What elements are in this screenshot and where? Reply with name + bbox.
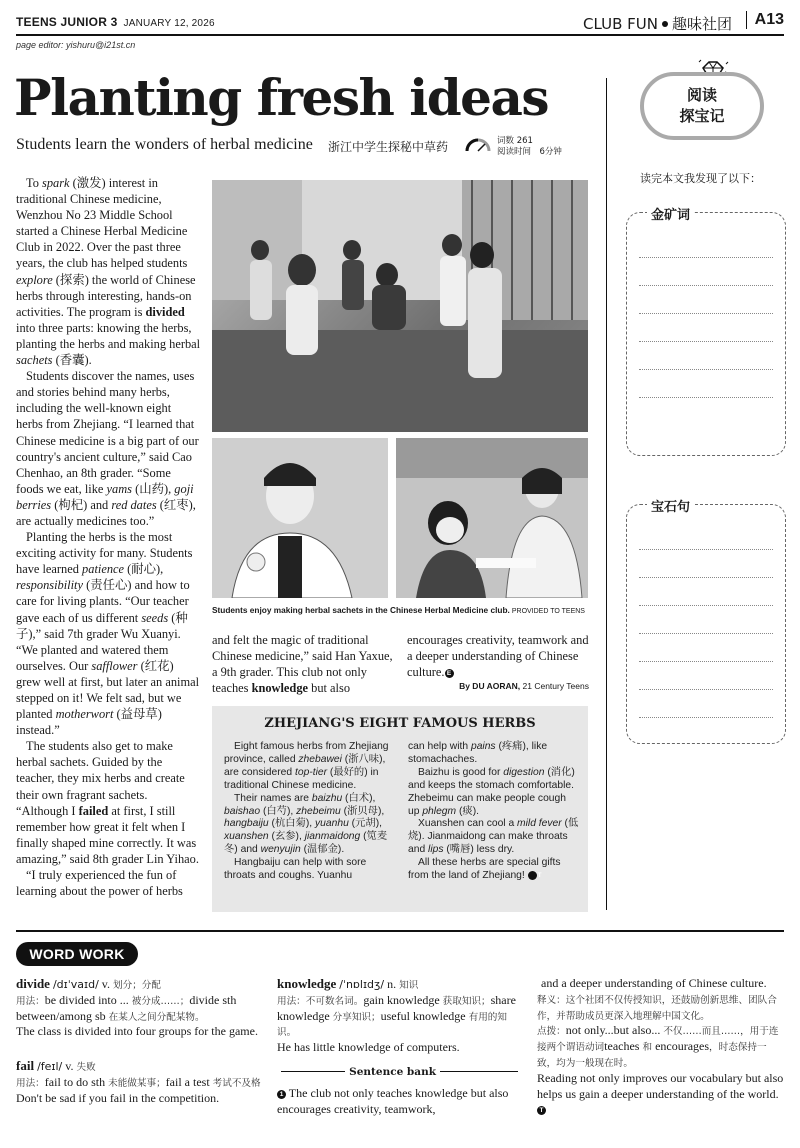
gold-words-box: [626, 208, 786, 456]
article-column-3: [407, 632, 589, 691]
writing-line: [639, 369, 773, 370]
word-count: 词数 261: [497, 136, 533, 146]
photo-credit: PROVIDED TO TEENS: [511, 608, 585, 615]
writing-line: [639, 341, 773, 342]
photo-girls-sachet: [396, 438, 588, 598]
article-column-1: [16, 175, 201, 899]
writing-line: [639, 633, 773, 634]
publication-name: TEENS JUNIOR 3 JANUARY 12, 2026: [16, 15, 215, 29]
section-rule: [16, 930, 784, 932]
word-work-tag: WORD WORK: [16, 942, 138, 966]
reading-badge: [640, 72, 764, 140]
photo-scene: [212, 438, 388, 598]
paragraph: To spark (激发) interest in traditional Chinese medicine, Wenzhou No 23 Middle School started a Chinese Herbal Medicine Club in 2022. Over the past three years, the club has helped students explore (探索) the world of Chinese herbs through interesting, hands-on activities. The program is divided into three parts: knowing the herbs, planting the herbs and making herbal sachets (香囊).: [16, 176, 201, 368]
section-name: CLUB FUN 趣味社团: [583, 15, 732, 33]
sentence-bank-continued: and a deeper understanding of Chinese culture.: [541, 976, 767, 990]
writing-line: [639, 689, 773, 690]
paragraph: Planting the herbs is the most exciting activity for many. Students have learned patience (耐心), responsibility (责任心) and how to care for living plants. “Our teacher gave each of us different seeds (种子),” said 7th grader Wu Xuanyi. “We planted and watered them ourselves. Our safflower (红花) grew well at first, but later an animal stepped on it! We felt sad, but we planted motherwort (益母草) instead.”: [16, 530, 200, 738]
page-number: A13: [746, 11, 784, 29]
writing-line: [639, 661, 773, 662]
end-mark-icon: T: [537, 1106, 546, 1115]
vocab-entry-divide: divide /dɪˈvaɪd/ v. 划分；分配: [16, 976, 161, 991]
box-paragraph: Their names are baizhu (白术), baishao (白芍), zhebeimu (浙贝母), hangbaiju (杭白菊), yuanhu (元胡), xuanshen (玄参), jianmaidong (笕麦冬) and wenyujin (温郁金).: [224, 792, 388, 856]
end-mark-icon: E: [445, 669, 454, 678]
gem-sentences-box: [626, 500, 786, 744]
writing-line: [639, 313, 773, 314]
box-paragraph: can help with pains (疼痛), like stomachaches.: [408, 741, 548, 765]
issue-date: JANUARY 12, 2026: [123, 18, 215, 29]
box-paragraph: Hangbaiju can help with sore throats and coughs. Yuanhu: [224, 857, 367, 882]
badge-line-1: 阅读: [686, 86, 717, 104]
vocab-example: Don't be sad if you fail in the competition.: [16, 1090, 220, 1105]
photo-garden-planting: [212, 180, 588, 432]
paragraph: encourages creativity, teamwork and a deeper understanding of Chinese culture. E: [407, 633, 589, 680]
paragraph: Students discover the names, uses and stories behind many herbs, including the well-known eight herbs from Zhejiang. “I learned that Chinese medicine is a big part of our country's ancient culture,” said Cao Chenhao, an 8th grader. “Some foods we eat, like yams (山药), goji berries (枸杞) and red dates (红枣), are actually medicines too.”: [16, 369, 199, 528]
writing-line: [639, 605, 773, 606]
writing-line: [639, 257, 773, 258]
writing-line: [639, 577, 773, 578]
gold-words-title: 金矿词: [647, 204, 694, 223]
divider-line: [440, 1071, 518, 1072]
writing-line: [639, 397, 773, 398]
divider-line: [281, 1071, 345, 1072]
subtitle: Students learn the wonders of herbal medicine: [16, 136, 313, 153]
box-column-2: [408, 741, 580, 883]
vocab-usage: 用法：不可数名词。gain knowledge 获取知识；share knowledge 分享知识；useful knowledge 有用的知识。: [277, 992, 516, 1039]
sentence-note: 点拨：not only...but also... 不仅……而且……，用于连接两个谓语动词teaches 和 encourages，时态保持一致，均为一般现在时。: [537, 1023, 779, 1069]
box-title: ZHEJIANG'S EIGHT FAMOUS HERBS: [264, 716, 536, 731]
byline: By DU AORAN, 21 Century Teens: [459, 681, 589, 692]
paragraph: and felt the magic of traditional Chinese medicine,” said Han Yaxue, a 9th grader. This club not only teaches knowledge but also: [212, 633, 393, 696]
box-paragraph: All these herbs are special gifts from the land of Zhejiang! T: [408, 857, 561, 882]
paragraph: The students also get to make herbal sachets. Guided by the teacher, they mix herbs and create their own fragrant sachets. “Although I failed at first, I still remember how great it felt when I finally shaped mine correctly. It was amazing,” said 8th grader Lin Yihao.: [16, 739, 199, 866]
reading-meta: [497, 136, 562, 158]
sentence-example: Reading not only improves our vocabulary but also helps us gain a deeper understanding of the world. T: [537, 1070, 784, 1115]
box-column-1: [224, 741, 398, 883]
vocab-example: The class is divided into four groups for the game.: [16, 1024, 258, 1039]
vocab-entry-knowledge: knowledge /ˈnɒlɪdʒ/ n. 知识: [277, 976, 419, 991]
badge-line-2: 探宝记: [679, 107, 725, 125]
vocab-example: He has little knowledge of computers.: [277, 1040, 460, 1055]
column-divider: [606, 78, 607, 910]
writing-line: [639, 717, 773, 718]
vocab-usage: 用法：fail to do sth 未能做某事；fail a test 考试不及格: [16, 1074, 261, 1089]
bullet-icon: [662, 21, 668, 27]
page-editor: page editor: yishuru@i21st.cn: [16, 40, 136, 50]
writing-line: [639, 549, 773, 550]
sentence-explanation: 释义：这个社团不仅传授知识，还鼓励创新思维、团队合作，并帮助成员更深入地理解中国文化。: [537, 994, 777, 1022]
headline: Planting fresh ideas: [14, 68, 549, 127]
page-header: [16, 8, 784, 36]
gem-sentences-title: 宝石句: [647, 496, 694, 515]
photo-scene: [212, 180, 588, 432]
vocab-entry-fail: fail /feɪl/ v. 失败: [16, 1058, 96, 1074]
word-work-column-3: [537, 976, 784, 1118]
herbs-sidebar-box: [212, 706, 588, 912]
paragraph: “I truly experienced the fun of learning about the power of herbs: [16, 868, 183, 899]
word-work-column-1: [16, 976, 262, 1107]
word-work-column-2: [277, 976, 522, 1118]
reading-time: 阅读时间 6分钟: [497, 147, 562, 157]
reading-prompt: 读完本文我发现了以下：: [640, 172, 761, 185]
photo-boy-sachet: [212, 438, 388, 598]
sentence-bank-item: 1 The club not only teaches knowledge but also encourages creativity, teamwork,: [277, 1085, 509, 1116]
box-paragraph: Eight famous herbs from Zhejiang province, called zhebawei (浙八味), are considered top-tier (最好的) in traditional Chinese medicine.: [224, 741, 389, 791]
photo-scene: [396, 438, 588, 598]
reading-gauge-icon: [464, 137, 492, 153]
photo-caption: Students enjoy making herbal sachets in the Chinese Herbal Medicine club. PROVIDED TO TEENS: [212, 605, 585, 615]
box-paragraph: Xuanshen can cool a mild fever (低烧). Jianmaidong can make throats and lips (嘴唇) less dry.: [408, 818, 579, 856]
article-column-2: [212, 632, 394, 696]
vocab-usage: 用法：be divided into ... 被分成……；divide sth between/among sb 在某人之间分配某物。: [16, 992, 237, 1023]
subtitle-cn: 浙江中学生探秘中草药: [328, 140, 449, 154]
sentence-bank-heading: Sentence bank: [277, 1066, 522, 1078]
writing-line: [639, 285, 773, 286]
end-mark-icon: T: [528, 871, 537, 880]
number-badge-icon: 1: [277, 1090, 286, 1099]
box-paragraph: Baizhu is good for digestion (消化) and keeps the stomach comfortable. Zhebeimu can make people cough up phlegm (痰).: [408, 766, 575, 817]
